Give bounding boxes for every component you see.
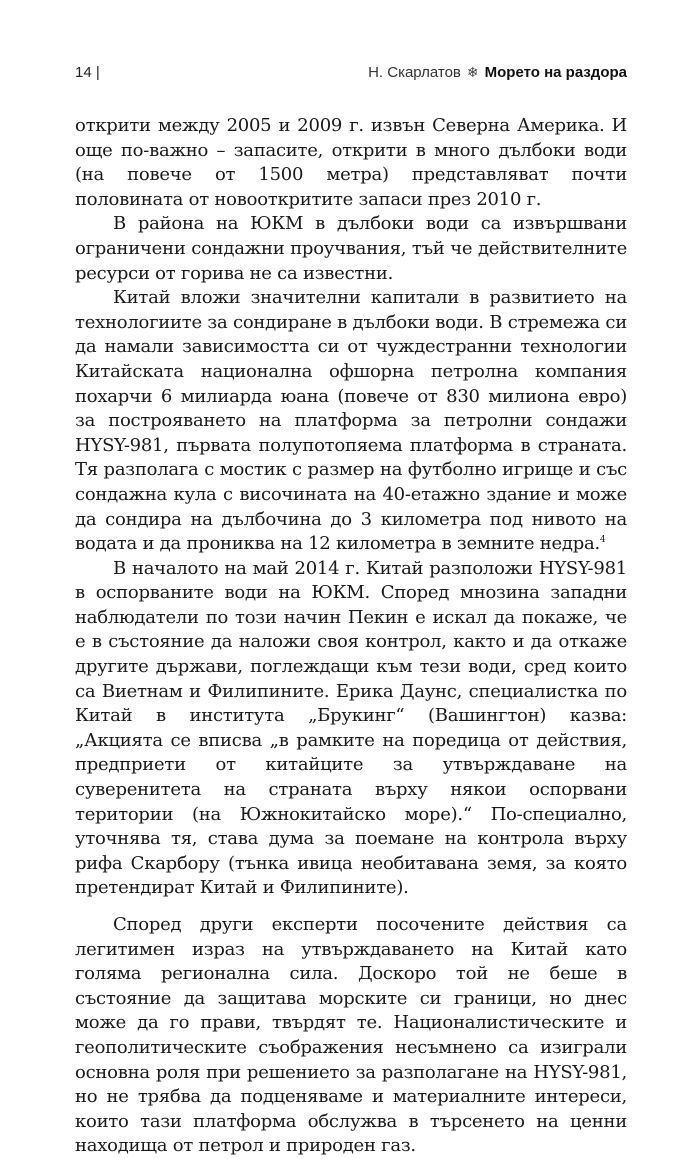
- body-text: [75, 114, 627, 1159]
- header-right: [368, 64, 627, 81]
- footnote-marker[interactable]: 4: [599, 535, 606, 546]
- paragraph: открити между 2005 и 2009 г. извън Северна Америка. И още по-важно – запасите, открити в много дълбоки води (на повече от 1500 метра) представляват почти половината от новооткритите запаси през 2010 г.: [75, 115, 627, 210]
- paragraph: Според други експерти посочените действия са легитимен израз на утвърждаването на Китай като голяма регионална сила. Доскоро той не беше в състояние да защитава морските си граници, но днес може да го прави, твърдят те. Националистическите и геополитическите съображения несъмнено са изиграли основна роля при решението за разполагане на HYSY-981, но не трябва да подценяваме и материалните интереси, които тази платформа обслужва в търсенето на ценни находища от петрол и природен газ.: [75, 914, 627, 1157]
- paragraph: В началото на май 2014 г. Китай разположи HYSY-981 в оспорваните води на ЮКМ. Според мнозина западни наблюдатели по този начин Пекин е искал да покаже, че е в състояние да наложи своя контрол, както и да откаже другите държави, поглеждащи към тези води, сред които са Виетнам и Филипините. Ерика Даунс, специалистка по Китай в института „Брукинг“ (Вашингтон) казва: „Акцията се вписва „в рамките на поредица от действия, предприети от китайците за утвърждаване на суверенитета на страната върху някои оспорвани територии (на Южнокитайско море).“ По-специално, уточнява тя, става дума за поемане на контрола върху рифа Скарбору (тънка ивица необитавана земя, за която претендират Китай и Филипините).: [75, 557, 627, 899]
- paragraph-text: Китай вложи значителни капитали в развитието на технологиите за сондиране в дълбоки води. В стремежа си да намали зависимостта си от чуждестранни технологии Китайската национална офшорна петролна компания похарчи 6 милиарда юана (повече от 830 милиона евро) за построяването на платформа за петролни сондажи HYSY-981, първата полупотопяема платформа в страната. Тя разполага с мостик с размер на футболно игрище и със сондажна кула с височината на 40-етажно здание и може да сондира на дълбочина до 3 километра под нивото на водата и да прониква на 12 километра в земните недра.: [75, 287, 627, 555]
- paragraph: [75, 286, 627, 557]
- snowflake-icon: ❄: [466, 64, 479, 80]
- running-header: [75, 64, 627, 88]
- paragraph: В района на ЮКМ в дълбоки води са извършвани ограничени сондажни проучвания, тъй че действителните ресурси от горива не са известни.: [75, 213, 627, 284]
- page-number: 14 |: [75, 64, 100, 81]
- author-name: Н. Скарлатов: [368, 64, 461, 81]
- book-title: Морето на раздора: [484, 64, 627, 81]
